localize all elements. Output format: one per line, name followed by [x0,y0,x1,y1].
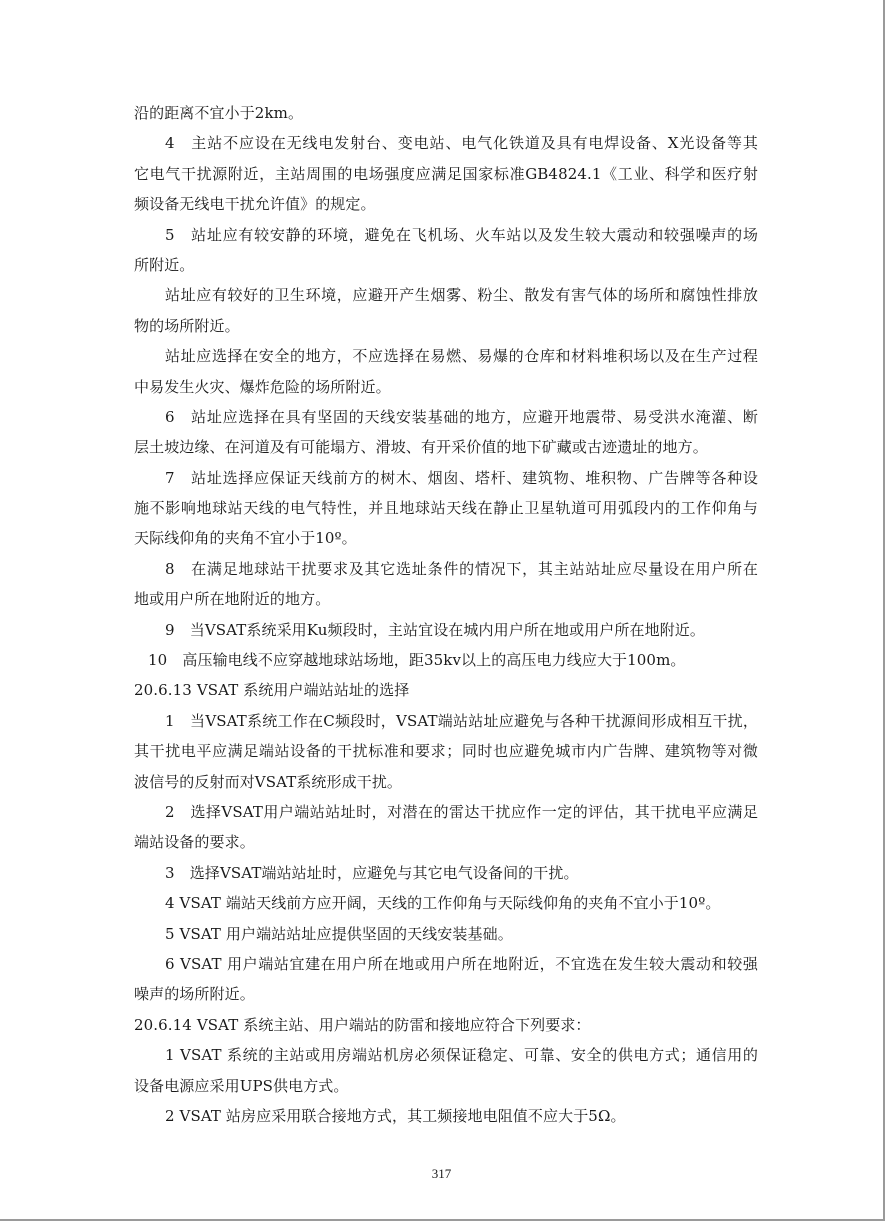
user-clause-2-line-2: 端站设备的要求。 [134,833,255,852]
user-clause-1-line-1: 1 当VSAT系统工作在C频段时，VSAT端站站址应避免与各种干扰源间形成相互干扰， [165,711,758,730]
text-line: 沿的距离不宜小于2km。 [134,104,304,122]
user-clause-6-line-2: 噪声的场所附近。 [134,985,255,1004]
lightning-clause-2-line: 2 VSAT 站房应采用联合接地方式，其工频接地电阻值不应大于5Ω。 [165,1106,626,1125]
user-clause-5-line: 5 VSAT 用户端站站址应提供坚固的天线安装基础。 [165,924,513,943]
clause-7-line-1: 7 站址选择应保证天线前方的树木、烟囱、塔杆、建筑物、堆积物、广告牌等各种设 [165,468,758,487]
hygiene-line-2: 物的场所附近。 [134,316,240,335]
page-number: 317 [431,1166,452,1181]
clause-9-line: 9 当VSAT系统采用Ku频段时，主站宜设在城内用户所在地或用户所在地附近。 [165,620,706,639]
user-clause-1-line-3: 波信号的反射而对VSAT系统形成干扰。 [134,772,403,791]
safety-line-1: 站址应选择在安全的地方，不应选择在易燃、易爆的仓库和材料堆积场以及在生产过程 [165,347,758,366]
section-heading-20-6-14: 20.6.14 VSAT 系统主站、用户端站的防雷和接地应符合下列要求： [134,1015,591,1034]
user-clause-6-line-1: 6 VSAT 用户端站宜建在用户所在地或用户所在地附近，不宜选在发生较大震动和较强 [165,954,758,973]
clause-7-line-3: 天际线仰角的夹角不宜小于10º。 [134,529,357,548]
clause-6-line-1: 6 站址应选择在具有坚固的天线安装基础的地方，应避开地震带、易受洪水淹灌、断 [165,407,758,426]
user-clause-1-line-2: 其干扰电平应满足端站设备的干扰标准和要求；同时也应避免城市内广告牌、建筑物等对微 [134,742,758,761]
body-text [134,98,758,1131]
lightning-clause-1-line-2: 设备电源应采用UPS供电方式。 [134,1076,349,1095]
clause-7-line-2: 施不影响地球站天线的电气特性，并且地球站天线在静止卫星轨道可用弧段内的工作仰角与 [134,499,758,518]
clause-8-line-2: 地或用户所在地附近的地方。 [134,590,331,609]
clause-4-line-1: 4 主站不应设在无线电发射台、变电站、电气化铁道及具有电焊设备、X光设备等其 [165,134,758,153]
clause-6-line-2: 层土坡边缘、在河道及有可能塌方、滑坡、有开采价值的地下矿藏或古迹遗址的地方。 [134,438,708,457]
clause-5-line-1: 5 站址应有较安静的环境，避免在飞机场、火车站以及发生较大震动和较强噪声的场 [165,225,758,244]
hygiene-line-1: 站址应有较好的卫生环境，应避开产生烟雾、粉尘、散发有害气体的场所和腐蚀性排放 [165,286,758,305]
clause-5-line-2: 所附近。 [134,255,195,274]
clause-8-line-1: 8 在满足地球站干扰要求及其它选址条件的情况下，其主站站址应尽量设在用户所在 [165,559,758,578]
user-clause-2-line-1: 2 选择VSAT用户端站站址时，对潜在的雷达干扰应作一定的评估，其干扰电平应满足 [165,802,758,821]
clause-4-line-3: 频设备无线电干扰允许值》的规定。 [134,195,376,214]
safety-line-2: 中易发生火灾、爆炸危险的场所附近。 [134,377,391,396]
section-heading-20-6-13: 20.6.13 VSAT 系统用户端站站址的选择 [134,681,410,700]
lightning-clause-1-line-1: 1 VSAT 系统的主站或用房端站机房必须保证稳定、可靠、安全的供电方式；通信用的 [165,1046,758,1065]
user-clause-3-line: 3 选择VSAT端站站址时，应避免与其它电气设备间的干扰。 [165,863,579,882]
clause-10-line: 10 高压输电线不应穿越地球站场地，距35kv以上的高压电力线应大于100m。 [148,651,686,670]
clause-4-line-2: 它电气干扰源附近，主站周围的电场强度应满足国家标准GB4824.1《工业、科学和医疗射 [134,164,758,183]
user-clause-4-line: 4 VSAT 端站天线前方应开阔，天线的工作仰角与天际线仰角的夹角不宜小于10º。 [165,894,721,913]
